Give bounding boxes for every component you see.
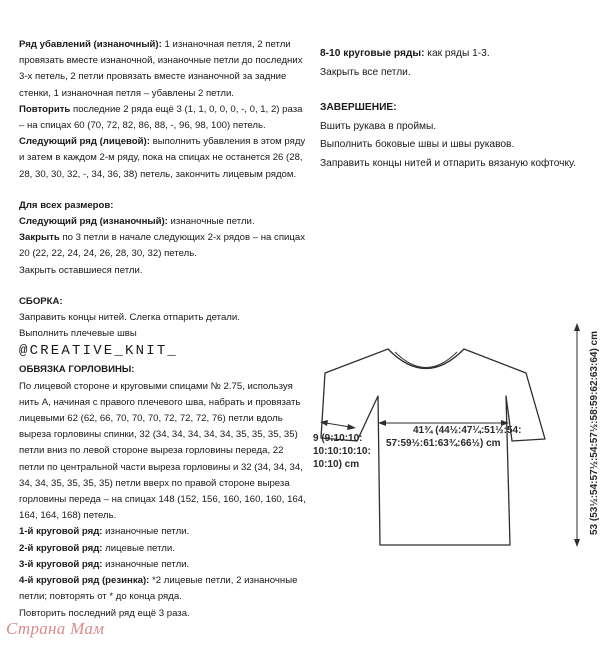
finishing-step-1: Вшить рукава в проймы. (320, 120, 437, 132)
repeat-heading: Повторить (19, 103, 71, 115)
neckband-heading: ОБВЯЗКА ГОРЛОВИНЫ: (19, 364, 135, 376)
creator-handle: @CREATIVE_KNIT_ (19, 343, 179, 360)
round-4-text: *2 лицевые петли, 2 изнаночные петли; повторять от * до конца ряда. (19, 575, 298, 603)
width-label-line-2: 57:59½:61:63¾:66½) cm (386, 438, 501, 449)
assembly-text-2: Выполнить плечевые швы (19, 328, 137, 340)
round-2-heading: 2-й круговой ряд: (19, 542, 103, 554)
round-1-heading: 1-й круговой ряд: (19, 526, 103, 538)
width-label-line-1: 41¾ (44½:47¼:51½:54: (413, 425, 522, 436)
sleeve-label-line-3: 10:10) cm (313, 459, 360, 470)
sleeve-label-line-1: 9 (9:10:10: (313, 433, 363, 444)
round-3-heading: 3-й круговой ряд: (19, 558, 103, 570)
next-row-heading: Следующий ряд (лицевой): (19, 136, 150, 148)
neckband-text: По лицевой стороне и круговыми спицами № 2.75, используя нить А, начиная с правого плечевого шва, набрать и провязать лицевыми 62 (62, 66, 70, 70, 70, 72, 72, 72, 76) петли вдоль выреза горловины спинки, 32 (34, 34, 34, 34, 34, 35, 35, 35, 35) петли вниз по левой стороне выреза горловины переда, 22 петли по центральной части выреза горловины и 32 (34, 34, 34, 34, 34, 35, 35, 35, 35) петли вверх по правой стороне выреза горловины переда – на спицах 148 (152, 156, 160, 160, 160, 164, 164, 164, 168) петель. (19, 380, 306, 522)
round-3-text: изнаночные петли. (102, 558, 190, 570)
purl-row-text: изнаночные петли. (167, 216, 255, 228)
decrease-row-heading: Ряд убавлений (изнаночный): (19, 39, 162, 50)
round-2-text: лицевые петли. (102, 542, 175, 554)
decrease-row-text: 1 изнаночная петля, 2 петли провязать вместе изнаночной, изнаночные петли до последних 3-х петель, 2 петли провязать вместе изнаночной за задние стенки, 1 изнаночная петля – убавлены 2 петли. (19, 39, 303, 99)
finishing-heading: ЗАВЕРШЕНИЕ: (320, 102, 397, 113)
assembly-heading: СБОРКА: (19, 295, 63, 307)
rounds-8-10-text: как ряды 1-3. (424, 48, 490, 59)
bind-off-heading: Закрыть (19, 232, 60, 244)
bind-off-text: по 3 петли в начале следующих 2-х рядов – на спицах 20 (22, 22, 24, 24, 26, 28, 30, 32) петель. (19, 232, 306, 260)
next-row-text: выполнить убавления в этом ряду и затем в каждом 2-м ряду, пока на спицах не останется 26 (28, 28, 30, 30, 32, -, 34, 36, 38) петель, закончить лицевым рядом. (19, 136, 306, 180)
length-label: 53 (53½:54:57½:54:57½:58:59:62:63:64) cm (589, 330, 600, 535)
all-sizes-heading: Для всех размеров: (19, 199, 114, 211)
repeat-text: последние 2 ряда ещё 3 (1, 1, 0, 0, 0, -, 0, 1, 2) раза – на спицах 60 (70, 72, 82, 86, 88, -, 96, 98, 100) петель. (19, 103, 303, 132)
rounds-8-10-heading: 8-10 круговые ряды: (320, 48, 425, 59)
finishing-step-3: Заправить концы нитей и отпарить вязаную кофточку. (320, 157, 576, 169)
bind-off-all-text: Закрыть все петли. (320, 66, 411, 78)
bind-off-remaining-text: Закрыть оставшиеся петли. (19, 264, 143, 276)
length-dimension-arrow (574, 323, 580, 547)
purl-row-heading: Следующий ряд (изнаночный): (19, 216, 168, 228)
assembly-text-1: Заправить концы нитей. Слегка отпарить детали. (19, 312, 240, 324)
sleeve-label-line-2: 10:10:10:10: (313, 446, 371, 457)
sleeve-dimension-arrow (320, 420, 356, 430)
neckline-curve (395, 352, 457, 368)
repeat-last-round-text: Повторить последний ряд ещё 3 раза. (19, 607, 190, 619)
round-4-heading: 4-й круговой ряд (резинка): (19, 575, 150, 587)
finishing-step-2: Выполнить боковые швы и швы рукавов. (320, 139, 515, 150)
round-1-text: изнаночные петли. (102, 526, 190, 538)
site-watermark: Страна Мам (6, 619, 105, 638)
